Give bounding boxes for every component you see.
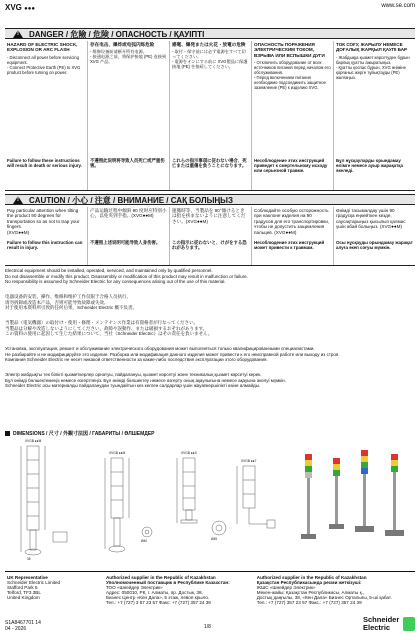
drawing-xvgb-m-tall — [21, 446, 67, 555]
danger-foot: Бұл нұсқауларды орындамау өлімге немесе ауыр жарақатқа әкеледі. — [336, 158, 403, 174]
label-xvgb-t: XVGB ●●T — [241, 459, 257, 463]
drawing-xvgb-mm — [105, 458, 152, 552]
danger-banner — [5, 28, 415, 39]
caution-foot: この指示に従わないと、けがをする恐れがあります。 — [172, 240, 247, 251]
footer-line: Schneider Electric Limited — [7, 580, 61, 586]
footer-kz-sub: Қазақстан Республикасында ресми жеткізуші: — [256, 580, 362, 586]
caution-col-kk — [333, 207, 415, 265]
notice-en — [5, 268, 415, 285]
notice-line: Установка, эксплуатация, ремонт и обслуживание электрического оборудования может выполняться только квалифицированными специалистами. — [5, 346, 315, 351]
danger-columns — [5, 41, 415, 191]
logo-text — [363, 616, 399, 632]
document-code — [5, 620, 41, 632]
caution-col-en — [5, 207, 87, 265]
warning-triangle-icon — [13, 30, 23, 38]
notice-line: Не разбирайте и не модифицируйте это изделие. Разборка или модификация данного изделия может привести к его неисправной работе или выходу из строя. — [5, 351, 340, 357]
caution-col-ru — [251, 207, 333, 265]
dim-value-35: 35 — [27, 557, 31, 561]
footer-line: Адрес: 050010, РК, г. Алматы, пр. Достык, 38, — [105, 590, 203, 596]
notice-line: Schneider Electric осы материалды пайдаланудан туындайтын кез келген салдарлар үшін жауапкершілікті өзіне алмайды. — [5, 383, 261, 388]
dimensions-title-text: DIMENSIONS / 尺寸 / 外観寸法図 / ГАБАРИТЫ / ӨЛШЕМДЕР — [13, 431, 155, 437]
notice-line: この資料の使用に起因して生じた結果について、当社（Schneider Electric）はその責任を負いません。 — [5, 331, 213, 336]
danger-head: ТОК СОҒУ, ЖАРЫЛУ НЕМЕСЕ ДОҒАЛЫҚ ЖАРҚЫЛ ҚАУПІ БАР — [336, 42, 408, 53]
danger-col-en — [5, 41, 87, 190]
tower-light-2-image — [329, 458, 344, 529]
caution-body: Pay particular attention when tilting the product 90 degrees for transportation so as not to trap your fingers. (XVG●●M) — [7, 208, 80, 235]
footer-uk — [5, 575, 104, 606]
notice-zh — [5, 294, 415, 311]
caution-body: Соблюдайте особую осторожность при наклоне изделия на 90 градусов для его транспортировки, чтобы не допустить защемления пальцев. (XVG●●M) — [254, 208, 330, 235]
tower-light-3-image — [355, 450, 374, 532]
dimension-drawings — [5, 436, 415, 564]
tower-light-1-image — [301, 454, 316, 539]
danger-body: - 取付・保守前には必ず電源をすべて切ってください。 - 電源をオンにする前に XVG製品に保護接地 (PE) を接続してください。 — [172, 49, 248, 70]
website-url[interactable]: www.se.com — [381, 3, 415, 9]
footer-uk-head: UK Representative — [7, 575, 48, 580]
notice-line: Электр жабдықты тек білікті қызметкерлер орнатуы, пайдалануы, қызмет көрсетуі және техникалық қызмет көрсетуі керек. — [5, 372, 262, 377]
doc-number: S1A8467701 14 — [5, 620, 41, 626]
footer — [5, 575, 415, 606]
notice-ru — [5, 346, 415, 363]
notice-line: Компания Schneider Electric не несет никакой ответственности за какие-либо последствия эксплуатации этого оборудования. — [5, 357, 268, 362]
logo-line: Schneider — [363, 615, 400, 624]
caution-body: Өнімді тасымалдау үшін 90 градусқа еңкейткен кезде, саусақтарыңыз қысылып қалмас үшін абай болыңыз. (XVG●●M) — [336, 208, 406, 230]
notice-line: Бұл өнімді бөлшектемеңіз немесе өзгертпеңіз. Бұл өнімді бөлшектеу немесе өзгерту оның ақаулығына немесе ақауына әкелуі мүмкін. — [5, 377, 286, 383]
caution-columns — [5, 207, 415, 266]
label-xvgb-s: XVGB ●●S — [181, 451, 197, 455]
notice-line: 请勿拆卸或改造本产品，否则可能导致故障或失效。 — [5, 299, 109, 305]
danger-head: HAZARD OF ELECTRIC SHOCK, EXPLOSION OR ARC FLASH — [7, 42, 78, 53]
footer-line: United Kingdom — [7, 595, 40, 601]
footer-line: Достық даңғылы, 38, «Кен Дала» Бизнес Орталығы, 5-ші қабат. — [256, 595, 392, 601]
dim-value-45: Ø45 — [211, 537, 218, 541]
tower-light-4-image — [385, 454, 404, 536]
caution-foot: 不遵照上述说明可能导致人身伤害。 — [90, 240, 161, 245]
footer-line: Тел.: +7 (727) 357 23 57 Факс.: +7 (727) 357 24 39 — [256, 600, 362, 606]
danger-col-zh — [87, 41, 169, 190]
danger-body: - Отключить оборудование от всех источников питания перед началом его обслуживания. - Перед включением питания необходимо подсоединить защитное заземление (PE) к изделию XVG. — [254, 60, 331, 91]
model-title — [5, 3, 35, 12]
label-xvgb-mm: XVGB ●●M — [109, 451, 126, 455]
danger-body: - Жабдыққа қызмет көрсетуден бұрын барлық қуатты ажыратыңыз. - Қуатты қоспас бұрын, XVG өніміне қорғаныс жерге тұйықтауды (PE) жалғаңыз. — [336, 54, 410, 80]
danger-head: 存在电击、爆炸或电弧闪烁危险 — [90, 42, 155, 47]
danger-title: DANGER / 危險 / 危険 / ОПАСНОСТЬ / ҚАУІПТІ — [29, 30, 205, 39]
footer-line: Telford, TF3 3BL — [7, 590, 41, 596]
notice-ja — [5, 320, 415, 337]
danger-col-ru — [251, 41, 333, 190]
caution-body: 運搬時等、当製品を 90°傾けるときは指を挟まないように注意してください。(XVG●●M) — [172, 208, 246, 224]
footer-line: ЖШС «Шнейдер Электрик» — [256, 585, 316, 591]
notice-line: 当製品（電気機器）の取付け・使用・修理・メンテナンス作業は有資格者が行なってください。 — [5, 320, 199, 325]
danger-body: - Disconnect all power before servicing equipment. - Connect Protective Earth (PE) to XVG product before turning on power. — [7, 54, 81, 75]
caution-foot: Failure to follow this instruction can result in injury. — [7, 240, 83, 251]
page-number: 1/8 — [204, 624, 211, 630]
doc-date: 04 - 2026 — [5, 626, 27, 632]
model-dots: ●●● — [24, 6, 36, 12]
caution-col-ja — [169, 207, 251, 265]
caution-body: 产品运输过程中倾斜 90 度时应特别小心，以免夹到手指。(XVG●●M) — [90, 208, 167, 219]
caution-banner — [5, 194, 415, 205]
footer-line: Тел.: +7 (727) 3 57 23 57 Факс: +7 (727) 357 24 39 — [105, 600, 211, 606]
footer-line: ТОО «Шнейдер Электрик» — [105, 585, 163, 591]
danger-col-ja — [169, 41, 251, 190]
schneider-mark-icon — [403, 617, 415, 631]
logo-line: Electric — [363, 623, 391, 632]
dim-value-40: Ø40 — [141, 539, 148, 543]
footer-kz-kk — [255, 575, 415, 606]
notice-line: Do not disassemble or modify this product. Disassembly or modification of this product may result in malfunction or failure. — [5, 273, 248, 279]
danger-foot: Несоблюдение этих инструкций приведет к смертельному исходу или серьезной травме. — [254, 158, 328, 174]
section-square-icon — [5, 431, 10, 436]
notice-line: 对于使用本资料所引致的任何后果，Schneider Electric 概不负责。 — [5, 305, 138, 310]
schneider-logo — [363, 614, 415, 636]
footer-kz-head: Authorized supplier in the Republic of Kazakhstan — [105, 575, 216, 580]
notice-line: 当製品は分解や改造しないようにしてください。故障や誤動作、または破損するおそれがあります。 — [5, 325, 208, 331]
drawing-xvgb-t — [237, 466, 275, 528]
footer-kz-head: Authorized supplier in the Republic of Kazakhstan — [256, 575, 367, 580]
notice-line: 电器设备的安装、操作、维修和维护工作仅限于合格人员执行。 — [5, 294, 131, 299]
notice-kk — [5, 372, 415, 389]
caution-foot: Несоблюдение этих инструкций может привести к травмам. — [254, 240, 325, 251]
model-code: XVG — [5, 3, 22, 12]
warning-triangle-icon — [13, 196, 23, 204]
notice-line: Electrical equipment should be installed, operated, serviced, and maintained only by qualified personnel. — [5, 268, 213, 273]
footer-kz-ru — [104, 575, 255, 606]
danger-col-kk — [333, 41, 415, 190]
danger-foot: 不遵照此说明将导致人员死亡或严重伤害。 — [90, 158, 165, 169]
caution-foot: Осы нұсқауды орындамау жарақат алуға әкеп соғуы мүмкін. — [336, 240, 413, 251]
danger-foot: これらの指示事項に従わない場合、死亡または重傷を負うことになります。 — [172, 158, 247, 169]
caution-title: CAUTION / 小心 / 注意 / ВНИМАНИЕ / САҚ БОЛЫҢЫЗ — [29, 196, 234, 205]
footer-line: Мекен-жайы: Қазақстан Республикасы, Алматы қ., — [256, 590, 365, 596]
footer-line: Бизнес Центр «Кен Дала», 5 этаж, левое крыло. — [105, 595, 210, 601]
caution-col-zh — [87, 207, 169, 265]
danger-foot: Failure to follow these instructions will result in death or serious injury. — [7, 158, 82, 169]
footer-line: Уполномоченный поставщик в Республике Казахстан: — [105, 580, 230, 586]
tower-images — [301, 450, 404, 539]
danger-head: 感電、爆発または火花・放電の危険 — [172, 42, 246, 47]
drawing-xvgb-s — [177, 458, 226, 535]
notice-line: No responsibility is assumed by Schneider Electric for any consequences arising out of the use of this material. — [5, 279, 226, 284]
danger-body: - 维修设备前请断开所有电源。 - 接通电源之前，将保护接地 (PE) 连接到 XVG 产品。 — [90, 49, 167, 65]
footer-line: Stafford Park 5 — [7, 585, 38, 591]
danger-head: ОПАСНОСТЬ ПОРАЖЕНИЯ ЭЛЕКТРИЧЕСКИМ ТОКОМ, ВЗРЫВА ИЛИ ВСПЫШКИ ДУГИ — [254, 42, 325, 58]
footer-divider — [5, 571, 415, 572]
label-xvgb-m: XVGB ●●M — [25, 439, 42, 443]
